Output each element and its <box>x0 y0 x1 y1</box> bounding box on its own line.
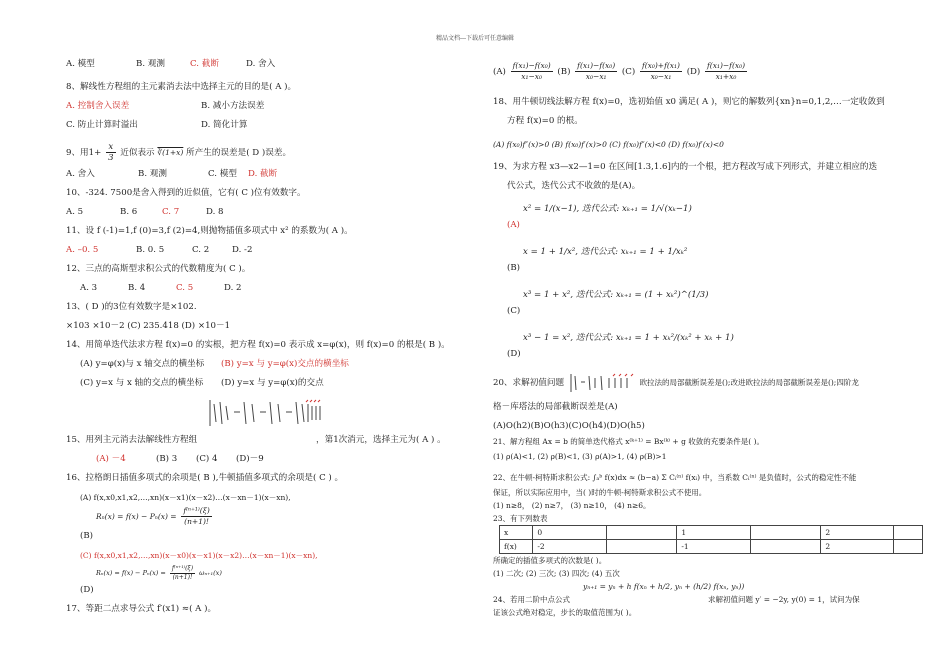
q9-fraction <box>106 142 115 163</box>
left-column <box>66 58 466 616</box>
opt-b-label: (B) <box>557 67 571 77</box>
q13-title: 13、( D )的3位有效数字是×102. <box>66 302 197 312</box>
q19-title-cont: 代公式，迭代公式不收敛的是(A)。 <box>507 181 641 191</box>
q16-option-a: (A) f(x,x0,x1,x2,…,xn)(x－x1)(x－x2)…(x－xn－1)(x－xn), <box>80 493 291 502</box>
table-cell <box>893 526 922 540</box>
q9-root: ∛(1+x) <box>157 148 184 157</box>
q24-post: 求解初值问题 y′ = −2y, y(0) = 1，试问为保 <box>708 595 860 604</box>
q10-title: 10、-324. 7500是舍入得到的近似值，它有( C )位有效数字。 <box>66 188 306 198</box>
table-row <box>500 540 923 554</box>
formula-lhs: Rₙ(x) = f(x) − Pₙ(x) = <box>96 512 177 521</box>
option-c: C. 模型 <box>208 169 237 179</box>
q15-pre: 15、用列主元消去法解线性方程组 <box>66 435 198 445</box>
linear-system-image <box>206 398 326 428</box>
q14-options-row1 <box>66 358 466 371</box>
table-cell <box>750 526 821 540</box>
q21-title: 21、解方程组 Ax = b 的简单迭代格式 x⁽ᵏ⁺¹⁾ = Bx⁽ᵏ⁾ + g 收敛的充要条件是( )。 <box>493 437 764 446</box>
q19-option-d: (D) <box>507 349 521 359</box>
q20-pre: 20、求解初值问题 <box>493 378 565 388</box>
option-d: D. 简化计算 <box>201 120 248 130</box>
table-cell: 1 <box>677 526 750 540</box>
table-cell: 0 <box>533 526 606 540</box>
option-d: D. 舍入 <box>246 59 276 69</box>
q9-title <box>66 138 466 168</box>
q12-title: 12、三点的高斯型求积公式的代数精度为( C )。 <box>66 264 251 274</box>
option-c: (C) 4 <box>196 454 218 464</box>
q24-formula: yₙ₊₁ = yₙ + h f(xₙ + h/2, yₙ + (h/2) f(xₙ, yₙ)) <box>583 582 745 591</box>
frac-den: (n+1)! <box>172 573 193 581</box>
q8-options-row2 <box>66 119 466 132</box>
option-c: C. 2 <box>192 245 210 255</box>
table-cell: x <box>500 526 533 540</box>
table-cell <box>606 540 677 554</box>
q19-formula-c: x³ = 1 + x², 迭代公式: xₖ₊₁ = (1 + xₖ²)^(1/3) <box>523 290 709 300</box>
frac-num: f(x₁)−f(x₀) <box>577 61 616 70</box>
option-b: B. 减小方法误差 <box>201 101 265 111</box>
initial-value-problem-image <box>567 372 637 394</box>
frac-num: f(x₁)−f(x₀) <box>707 61 746 70</box>
q15-options <box>66 453 466 466</box>
option-b: B. 观测 <box>136 59 165 69</box>
option-a: (A) －4 <box>96 454 126 464</box>
frac-den: x₀−x₁ <box>650 72 672 81</box>
option-d: (D)－9 <box>236 454 264 464</box>
option-d: D. 截断 <box>248 169 278 179</box>
q20-options: (A)O(h2)(B)O(h3)(C)O(h4)(D)O(h5) <box>493 421 645 431</box>
opt-a-frac <box>511 61 553 82</box>
q16-option-d-label: (D) <box>80 585 94 595</box>
q13-options: ×103 ×10－2 (C) 235.418 (D) ×10－1 <box>66 321 231 331</box>
q21-options: (1) ρ(A)<1, (2) ρ(B)<1, (3) ρ(A)>1, (4) ρ(B)>1 <box>493 452 667 461</box>
option-b: B. 0. 5 <box>136 245 165 255</box>
q23-post: 所确定的插值多项式的次数是( )。 <box>493 556 607 565</box>
q11-options <box>66 244 466 257</box>
opt-b-frac <box>575 61 617 82</box>
q17-title: 17、等距二点求导公式 f′(x1) ≈( A )。 <box>66 604 217 614</box>
q9-num: x <box>106 142 115 153</box>
option-a: A. –0. 5 <box>66 245 99 255</box>
option-a: A. 模型 <box>66 59 95 69</box>
q8-title: 8、解线性方程组的主元素消去法中选择主元的目的是( A )。 <box>66 82 297 92</box>
frac-den: x₁+x₀ <box>715 72 737 81</box>
q15-matrix-row <box>66 390 466 434</box>
q15-post: ，第1次消元，选择主元为( A ) 。 <box>316 435 446 445</box>
q24-title <box>493 593 923 606</box>
q22-title-cont: 保证，所以实际应用中，当( )时的牛顿-柯特斯求积公式不使用。 <box>493 488 707 497</box>
option-d: D. -2 <box>232 245 253 255</box>
option-d: D. 8 <box>206 207 224 217</box>
option-b: (B) 3 <box>156 454 178 464</box>
q20-post: 欧拉法的局部截断误差是();改进欧拉法的局部截断误差是();四阶龙 <box>639 378 859 387</box>
table-cell <box>893 540 922 554</box>
frac-num: f(x₁)−f(x₀) <box>512 61 551 70</box>
q9-den: 3 <box>108 153 114 163</box>
table-cell: 2 <box>821 526 893 540</box>
option-b: B. 4 <box>128 283 146 293</box>
q20-title <box>493 371 923 395</box>
opt-d-label: (D) <box>686 67 701 77</box>
table-cell: 2 <box>821 540 893 554</box>
q24-pre: 24、若用二阶中点公式 <box>493 595 571 604</box>
q11-title: 11、设 f (-1)=1,f (0)=3,f (2)=4,则抛物插值多项式中 x² 的系数为( A )。 <box>66 226 353 236</box>
option-c: C. 7 <box>162 207 180 217</box>
frac-den: x₁−x₀ <box>521 72 543 81</box>
q9-post: 所产生的误差是( D )误差。 <box>186 148 292 158</box>
option-c: C. 5 <box>176 283 194 293</box>
frac-den: (n+1)! <box>184 517 209 526</box>
option-a: A. 5 <box>66 207 84 217</box>
q23-value-table <box>499 525 923 554</box>
q22-options: (1) n≥8， (2) n≥7， (3) n≥10， (4) n≥6。 <box>493 501 651 510</box>
formula-frac <box>170 565 195 582</box>
right-column <box>493 58 923 619</box>
option-a: A. 舍入 <box>66 169 95 179</box>
q19-option-b: (B) <box>507 263 521 273</box>
q16-formula-b <box>66 504 466 530</box>
option-a: (A) y=φ(x)与 x 轴交点的横坐标 <box>80 359 205 369</box>
option-d: D. 2 <box>224 283 242 293</box>
formula-lhs: Rₙ(x) = f(x) − Pₙ(x) = <box>96 569 166 577</box>
q9-options <box>66 168 466 181</box>
frac-num: f⁽ⁿ⁺¹⁾(ξ) <box>171 564 194 572</box>
q16-option-c <box>66 549 466 562</box>
table-cell: -2 <box>533 540 606 554</box>
q19-title: 19、为求方程 x3—x2—1=0 在区间[1.3,1.6]内的一个根，把方程改写成下列形式，并建立相应的迭 <box>493 162 878 172</box>
q18-title: 18、用牛顿切线法解方程 f(x)=0，选初始值 x0 满足( A )，则它的解数列{xn}n=0,1,2,…一定收敛到 <box>493 97 885 107</box>
formula-frac <box>181 506 211 527</box>
q23-options: (1) 二次; (2) 三次; (3) 四次; (4) 五次 <box>493 569 620 578</box>
q19-formula-a: x² = 1/(x−1), 迭代公式: xₖ₊₁ = 1/√(xₖ−1) <box>523 204 692 214</box>
q7-options <box>66 58 466 71</box>
q16-option-b-label: (B) <box>80 531 94 541</box>
q12-options <box>66 282 466 295</box>
opt-c-frac <box>640 61 682 82</box>
table-cell <box>606 526 677 540</box>
option-d: (D) y=x 与 y=φ(x)的交点 <box>221 378 324 388</box>
q18-options: (A) f(x₀)f″(x)>0 (B) f(x₀)f′(x)>0 (C) f(x₀)f″(x)<0 (D) f(x₀)f′(x)<0 <box>493 140 724 149</box>
opt-d-frac <box>705 61 747 82</box>
table-cell: f(x) <box>500 540 533 554</box>
q19-option-a: (A) <box>507 220 520 230</box>
option-b: B. 观测 <box>138 169 167 179</box>
option-a: A. 3 <box>80 283 98 293</box>
q10-options <box>66 206 466 219</box>
q9-pre: 9、用1+ <box>66 148 102 158</box>
page-header: 精品文档---下载后可任意编辑 <box>435 35 515 42</box>
q19-formula-d: x³ − 1 = x², 迭代公式: xₖ₊₁ = 1 + xₖ²/(xₖ² + xₖ + 1) <box>523 333 734 343</box>
q24-title-cont: 证该公式绝对稳定，步长的取值范围为( )。 <box>493 608 637 617</box>
option-c: C. 截断 <box>190 59 219 69</box>
option-c: (C) y=x 与 x 轴的交点的横坐标 <box>80 378 204 388</box>
q14-options-row2 <box>66 377 466 390</box>
q20-title-cont: 格－库塔法的局部截断误差是(A) <box>493 402 618 412</box>
frac-num: f(x₀)+f(x₁) <box>641 61 680 70</box>
frac-den: x₀−x₁ <box>585 72 607 81</box>
option-c-text: (C) f(x,x0,x1,x2,…,xn)(x－x0)(x－x1)(x－x2)…(x－xn－1)(x－xn), <box>80 551 318 560</box>
opt-a-label: (A) <box>493 67 506 77</box>
q17-options <box>493 58 923 86</box>
q9-mid: 近似表示 <box>120 148 155 158</box>
q22-title: 22、在牛顿-柯特斯求积公式: ∫ₐᵇ f(x)dx ≈ (b−a) Σ Cᵢ⁽ⁿ⁾ f(xᵢ) 中，当系数 Cᵢ⁽ⁿ⁾ 是负值时，公式的稳定性不能 <box>493 473 857 482</box>
option-b: B. 6 <box>120 207 138 217</box>
table-cell <box>750 540 821 554</box>
option-c: C. 防止计算时溢出 <box>66 120 138 130</box>
q18-title-cont: 方程 f(x)=0 的根。 <box>507 116 583 126</box>
q14-title: 14、用简单迭代法求方程 f(x)=0 的实根，把方程 f(x)=0 表示成 x=φ(x)，则 f(x)=0 的根是( B )。 <box>66 340 450 350</box>
q16-title: 16、拉格朗日插值多项式的余项是( B ),牛顿插值多项式的余项是( C ) 。 <box>66 473 344 483</box>
option-b: (B) y=x 与 y=φ(x)交点的横坐标 <box>221 359 349 369</box>
table-row <box>500 526 923 540</box>
q15-title <box>66 434 466 447</box>
table-cell: -1 <box>677 540 750 554</box>
q19-option-c: (C) <box>507 306 521 316</box>
q19-formula-b: x = 1 + 1/x², 迭代公式: xₖ₊₁ = 1 + 1/xₖ² <box>523 247 688 257</box>
formula-omega: ωₙ₊₁(x) <box>199 569 222 577</box>
q8-options-row1 <box>66 100 466 113</box>
frac-num: f⁽ⁿ⁺¹⁾(ξ) <box>183 506 210 515</box>
q16-formula-d <box>66 562 466 584</box>
opt-c-label: (C) <box>621 67 636 77</box>
q23-title: 23、有下列数表 <box>493 514 548 523</box>
option-a: A. 控制舍入误差 <box>66 101 130 111</box>
